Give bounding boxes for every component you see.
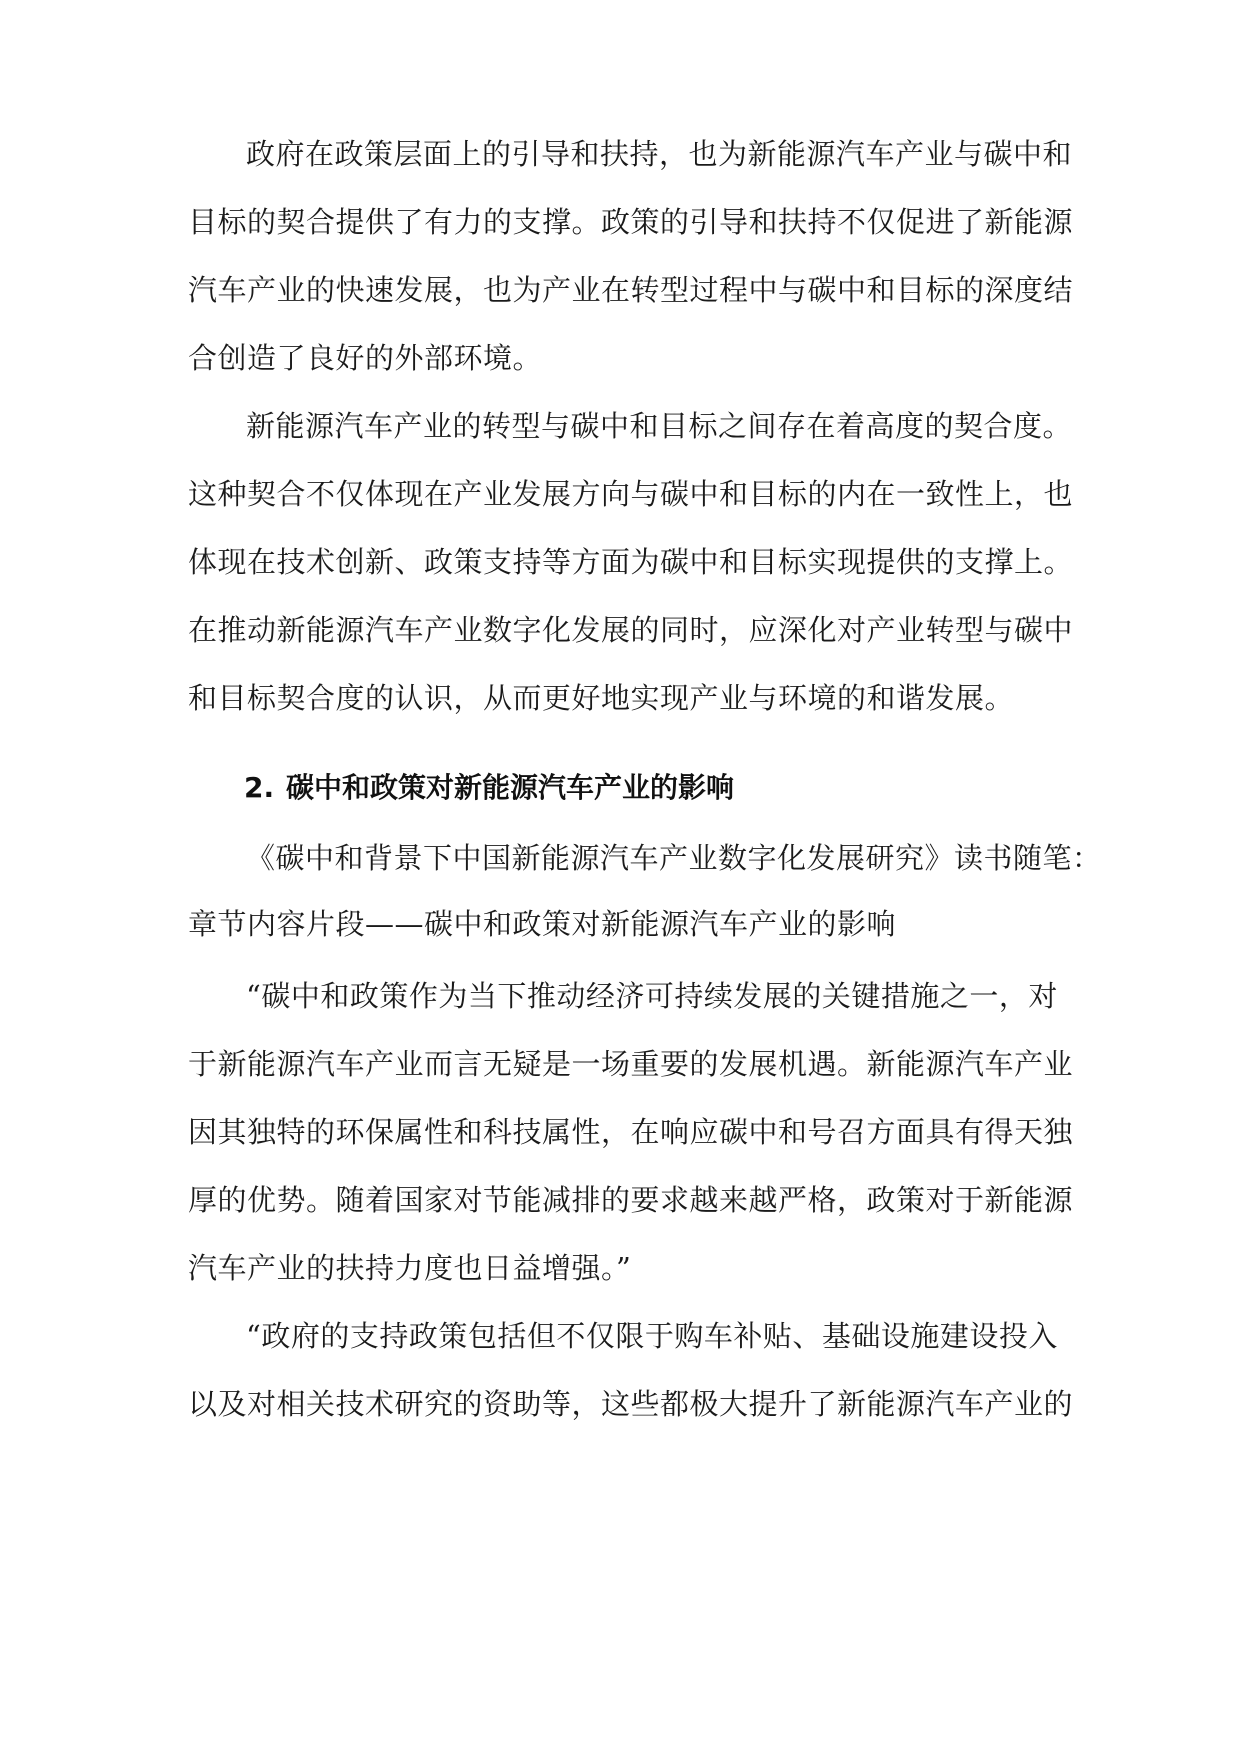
paragraph-line: 新能源汽车产业的转型与碳中和目标之间存在着高度的契合度。: [246, 409, 1073, 443]
section-heading: [244, 768, 1044, 808]
paragraph-line: 《碳中和背景下中国新能源汽车产业数字化发展研究》读书随笔：: [246, 841, 1102, 875]
paragraph-line: 这种契合不仅体现在产业发展方向与碳中和目标的内在一致性上，也: [188, 477, 1074, 511]
paragraph-line: 和目标契合度的认识，从而更好地实现产业与环境的和谐发展。: [188, 681, 1015, 715]
section-number: 2.: [244, 771, 275, 804]
paragraph-line: 于新能源汽车产业而言无疑是一场重要的发展机遇。新能源汽车产业: [188, 1047, 1074, 1081]
section-title: 碳中和政策对新能源汽车产业的影响: [286, 771, 735, 804]
paragraph-line: 合创造了良好的外部环境。: [188, 341, 543, 375]
paragraph-line: “政府的支持政策包括但不仅限于购车补贴、基础设施建设投入: [246, 1319, 1058, 1353]
paragraph-line: 政府在政策层面上的引导和扶持，也为新能源汽车产业与碳中和: [246, 137, 1073, 171]
paragraph-line: 目标的契合提供了有力的支撑。政策的引导和扶持不仅促进了新能源: [188, 205, 1074, 239]
paragraph-line: 章节内容片段——碳中和政策对新能源汽车产业的影响: [188, 907, 897, 941]
paragraph-line: 以及对相关技术研究的资助等，这些都极大提升了新能源汽车产业的: [188, 1387, 1074, 1421]
paragraph-line: 因其独特的环保属性和科技属性，在响应碳中和号召方面具有得天独: [188, 1115, 1074, 1149]
paragraph-line: “碳中和政策作为当下推动经济可持续发展的关键措施之一，对: [246, 979, 1058, 1013]
paragraph-line: 在推动新能源汽车产业数字化发展的同时，应深化对产业转型与碳中: [188, 613, 1074, 647]
paragraph-line: 汽车产业的扶持力度也日益增强。”: [188, 1251, 632, 1285]
paragraph-line: 汽车产业的快速发展，也为产业在转型过程中与碳中和目标的深度结: [188, 273, 1074, 307]
paragraph-line: 体现在技术创新、政策支持等方面为碳中和目标实现提供的支撑上。: [188, 545, 1074, 579]
paragraph-line: 厚的优势。随着国家对节能减排的要求越来越严格，政策对于新能源: [188, 1183, 1074, 1217]
